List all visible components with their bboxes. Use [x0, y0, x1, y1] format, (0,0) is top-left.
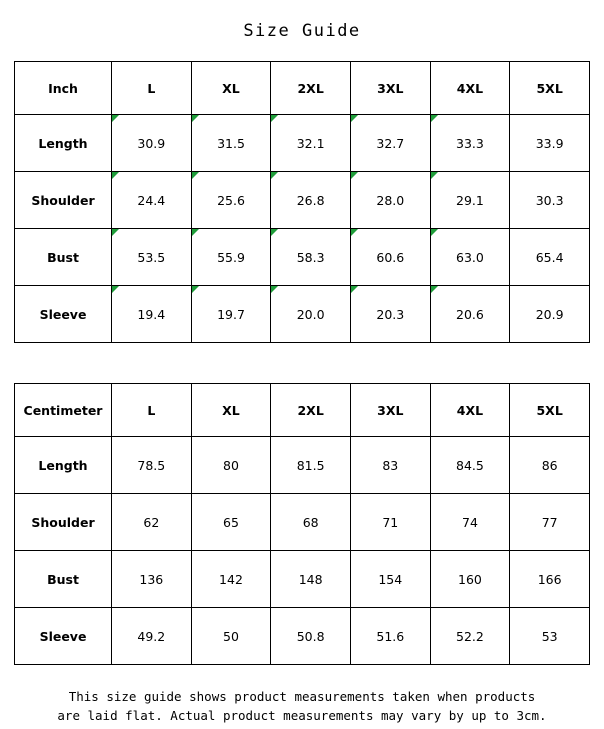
size-header-xl: XL	[191, 384, 271, 437]
cell-cm-sleeve-4xl: 52.2	[430, 608, 510, 665]
table-row	[15, 172, 590, 229]
page-title: Size Guide	[243, 21, 361, 41]
footer-note	[0, 687, 604, 726]
cell-cm-sleeve-2xl: 50.8	[271, 608, 351, 665]
cell-cm-sleeve-5xl: 53	[510, 608, 590, 665]
cell-cm-length-3xl: 83	[350, 437, 430, 494]
row-label-length: Length	[15, 115, 112, 172]
cell-cm-bust-3xl: 154	[350, 551, 430, 608]
cell-inch-shoulder-5xl: 30.3	[510, 172, 590, 229]
cell-cm-sleeve-xl: 50	[191, 608, 271, 665]
table-header-row	[15, 384, 590, 437]
cell-inch-length-2xl: 32.1	[271, 115, 351, 172]
unit-label-centimeter: Centimeter	[15, 384, 112, 437]
cell-inch-bust-5xl: 65.4	[510, 229, 590, 286]
cell-cm-shoulder-l: 62	[112, 494, 192, 551]
table-row	[15, 437, 590, 494]
cell-cm-length-l: 78.5	[112, 437, 192, 494]
cell-inch-shoulder-l: 24.4	[112, 172, 192, 229]
cell-cm-sleeve-3xl: 51.6	[350, 608, 430, 665]
table-row	[15, 286, 590, 343]
size-header-4xl: 4XL	[430, 384, 510, 437]
size-header-4xl: 4XL	[430, 62, 510, 115]
cell-cm-shoulder-3xl: 71	[350, 494, 430, 551]
table-row	[15, 494, 590, 551]
cell-inch-sleeve-l: 19.4	[112, 286, 192, 343]
cell-cm-shoulder-5xl: 77	[510, 494, 590, 551]
row-label-sleeve: Sleeve	[15, 286, 112, 343]
row-label-length: Length	[15, 437, 112, 494]
cell-inch-bust-l: 53.5	[112, 229, 192, 286]
size-header-5xl: 5XL	[510, 384, 590, 437]
cell-cm-bust-l: 136	[112, 551, 192, 608]
cell-inch-shoulder-xl: 25.6	[191, 172, 271, 229]
size-header-l: L	[112, 62, 192, 115]
cell-cm-shoulder-xl: 65	[191, 494, 271, 551]
unit-label-inch: Inch	[15, 62, 112, 115]
cell-cm-bust-2xl: 148	[271, 551, 351, 608]
size-header-xl: XL	[191, 62, 271, 115]
cell-inch-sleeve-2xl: 20.0	[271, 286, 351, 343]
cell-cm-length-2xl: 81.5	[271, 437, 351, 494]
footer-note-line-1: This size guide shows product measurements taken when products	[68, 689, 536, 704]
cell-inch-shoulder-4xl: 29.1	[430, 172, 510, 229]
cell-cm-sleeve-l: 49.2	[112, 608, 192, 665]
size-table-centimeter	[14, 383, 590, 665]
cell-inch-sleeve-5xl: 20.9	[510, 286, 590, 343]
cell-inch-sleeve-xl: 19.7	[191, 286, 271, 343]
cell-inch-bust-4xl: 63.0	[430, 229, 510, 286]
cell-cm-shoulder-2xl: 68	[271, 494, 351, 551]
cell-inch-sleeve-3xl: 20.3	[350, 286, 430, 343]
cell-inch-length-5xl: 33.9	[510, 115, 590, 172]
size-header-l: L	[112, 384, 192, 437]
cell-inch-bust-xl: 55.9	[191, 229, 271, 286]
size-header-5xl: 5XL	[510, 62, 590, 115]
row-label-bust: Bust	[15, 229, 112, 286]
row-label-bust: Bust	[15, 551, 112, 608]
cell-cm-length-4xl: 84.5	[430, 437, 510, 494]
cell-inch-shoulder-3xl: 28.0	[350, 172, 430, 229]
cell-inch-bust-2xl: 58.3	[271, 229, 351, 286]
size-header-3xl: 3XL	[350, 384, 430, 437]
size-table-inch	[14, 61, 590, 343]
row-label-sleeve: Sleeve	[15, 608, 112, 665]
cell-cm-shoulder-4xl: 74	[430, 494, 510, 551]
cell-inch-length-xl: 31.5	[191, 115, 271, 172]
row-label-shoulder: Shoulder	[15, 494, 112, 551]
cell-inch-length-3xl: 32.7	[350, 115, 430, 172]
cell-cm-bust-5xl: 166	[510, 551, 590, 608]
cell-cm-bust-4xl: 160	[430, 551, 510, 608]
table-separator	[0, 343, 604, 383]
size-header-2xl: 2XL	[271, 62, 351, 115]
cell-inch-bust-3xl: 60.6	[350, 229, 430, 286]
size-header-2xl: 2XL	[271, 384, 351, 437]
cell-inch-length-l: 30.9	[112, 115, 192, 172]
cell-inch-shoulder-2xl: 26.8	[271, 172, 351, 229]
cell-inch-length-4xl: 33.3	[430, 115, 510, 172]
table-row	[15, 115, 590, 172]
table-header-row	[15, 62, 590, 115]
row-label-shoulder: Shoulder	[15, 172, 112, 229]
footer-note-line-2: are laid flat. Actual product measurements may vary by up to 3cm.	[57, 708, 547, 724]
table-row	[15, 608, 590, 665]
cell-cm-bust-xl: 142	[191, 551, 271, 608]
cell-cm-length-5xl: 86	[510, 437, 590, 494]
cell-cm-length-xl: 80	[191, 437, 271, 494]
cell-inch-sleeve-4xl: 20.6	[430, 286, 510, 343]
table-row	[15, 551, 590, 608]
size-header-3xl: 3XL	[350, 62, 430, 115]
table-row	[15, 229, 590, 286]
